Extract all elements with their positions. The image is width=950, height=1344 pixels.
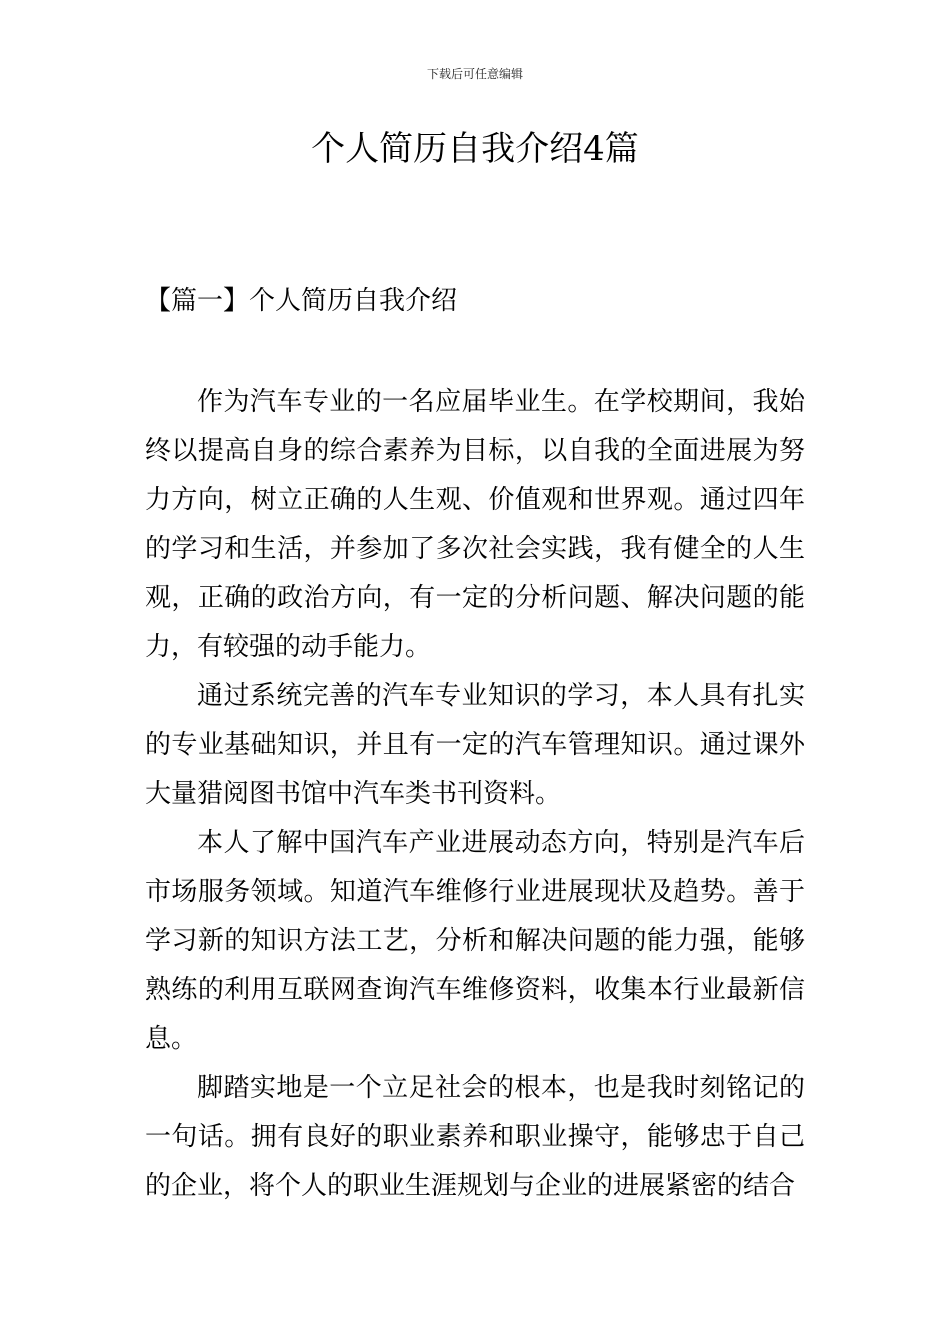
document-title: 个人简历自我介绍4篇: [311, 129, 639, 169]
paragraph: 作为汽车专业的一名应届毕业生。在学校期间，我始终以提高自身的综合素养为目标，以自我的全面进展为努力方向，树立正确的人生观、价值观和世界观。通过四年的学习和生活，并参加了多次社会实践，我有健全的人生观，正确的政治方向，有一定的分析问题、解决问题的能力，有较强的动手能力。: [145, 387, 805, 662]
section-heading: 【篇一】个人简历自我介绍: [145, 286, 458, 316]
paragraph: 脚踏实地是一个立足社会的根本，也是我时刻铭记的一句话。拥有良好的职业素养和职业操守，能够忠于自己的企业，将个人的职业生涯规划与企业的进展紧密的结合: [145, 1073, 805, 1201]
header-note: 下载后可任意编辑: [426, 67, 523, 81]
paragraph: 本人了解中国汽车产业进展动态方向，特别是汽车后市场服务领域。知道汽车维修行业进展现状及趋势。善于学习新的知识方法工艺，分析和解决问题的能力强，能够熟练的利用互联网查询汽车维修资料，收集本行业最新信息。: [145, 828, 805, 1054]
document-body: [145, 378, 805, 1211]
paragraph: 通过系统完善的汽车专业知识的学习，本人具有扎实的专业基础知识，并且有一定的汽车管理知识。通过课外大量猎阅图书馆中汽车类书刊资料。: [145, 681, 805, 809]
